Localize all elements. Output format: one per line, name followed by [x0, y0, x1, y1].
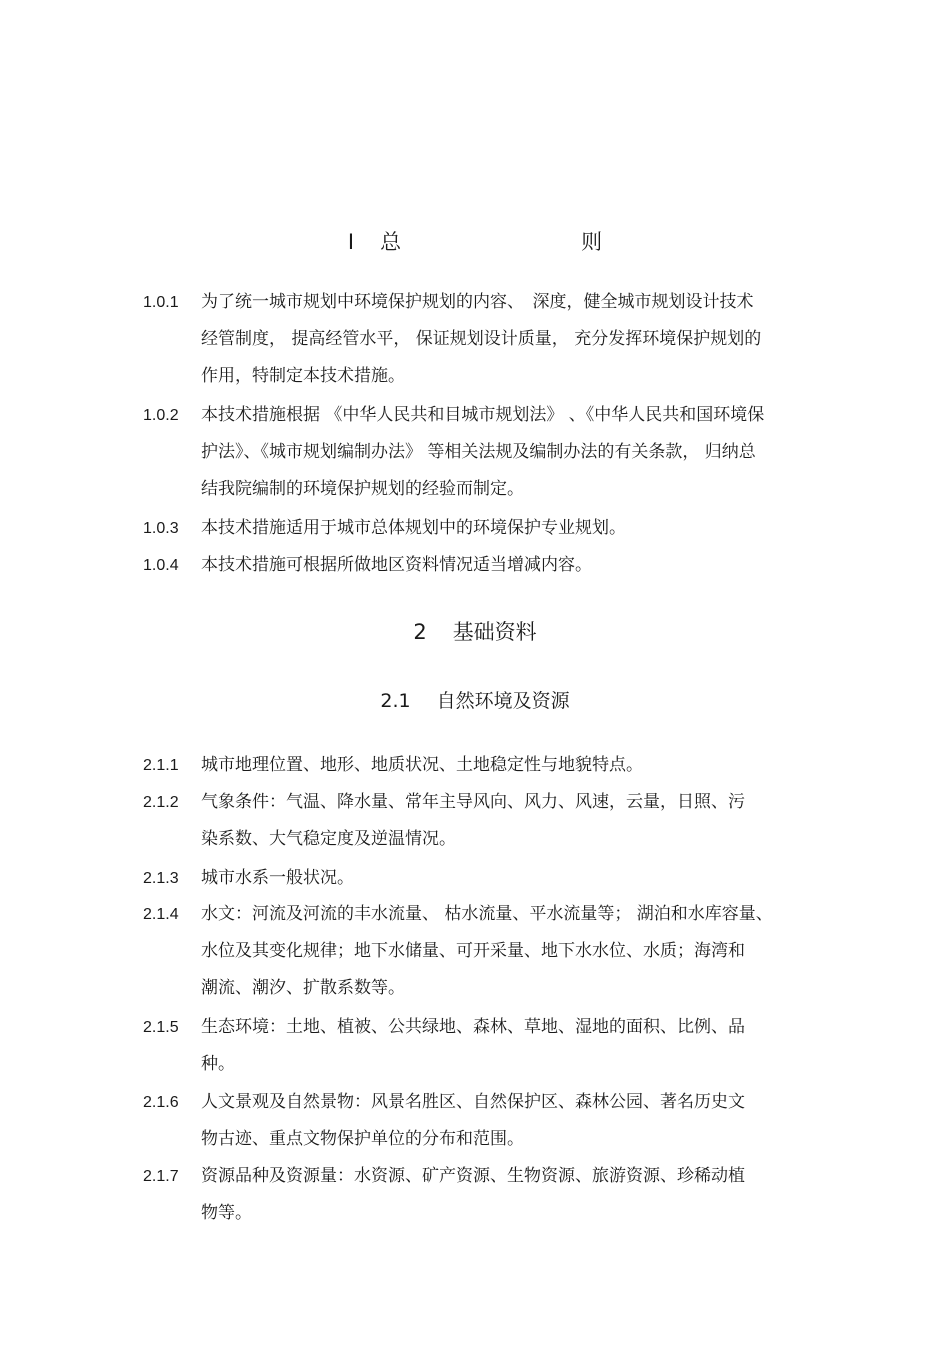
clause-text: 资源品种及资源量：水资源、矿产资源、生物资源、旅游资源、珍稀动植 物等。 [201, 1166, 745, 1223]
chapter-1-heading [0, 226, 950, 256]
clause-number: 1.0.2 [143, 407, 179, 424]
clause-2-1-7 [143, 1158, 813, 1232]
chapter-2-number: 2 [413, 620, 427, 644]
clause-2-1-6 [143, 1084, 813, 1158]
clause-number: 1.0.1 [143, 294, 179, 311]
clause-1-0-1 [143, 284, 813, 395]
clause-number: 2.1.4 [143, 906, 179, 923]
clause-text: 本技术措施适用于城市总体规划中的环境保护专业规划。 [201, 518, 626, 538]
clause-text: 城市水系一般状况。 [201, 868, 354, 888]
clause-text: 水文：河流及河流的丰水流量、 枯水流量、平水流量等； 湖泊和水库容量、 水位及其变化规律；地下水储量、可开采量、地下水水位、水质；海湾和 潮流、潮汐、扩散系数等。 [201, 904, 773, 998]
chapter-1-title: 总 则 [380, 230, 643, 254]
clause-number: 1.0.4 [143, 557, 179, 574]
chapter-2-title: 基础资料 [452, 620, 537, 644]
clause-2-1-2 [143, 784, 813, 858]
clause-number: 2.1.6 [143, 1094, 179, 1111]
clause-text: 人文景观及自然景物：风景名胜区、自然保护区、森林公园、著名历史文 物古迹、重点文物保护单位的分布和范围。 [201, 1092, 745, 1149]
clause-2-1-5 [143, 1009, 813, 1083]
clause-text: 城市地理位置、地形、地质状况、土地稳定性与地貌特点。 [201, 755, 643, 775]
clause-number: 2.1.3 [143, 870, 179, 887]
clause-1-0-2 [143, 397, 813, 508]
section-2-1-title: 自然环境及资源 [436, 690, 570, 712]
chapter-1-number: I [347, 230, 355, 254]
clause-1-0-4 [143, 547, 813, 584]
clause-text: 本技术措施可根据所做地区资料情况适当增减内容。 [201, 555, 592, 575]
clause-number: 2.1.1 [143, 757, 179, 774]
section-2-1-heading [0, 686, 950, 713]
clause-number: 2.1.5 [143, 1019, 179, 1036]
clause-number: 1.0.3 [143, 520, 179, 537]
clause-1-0-3 [143, 510, 813, 547]
clause-text: 本技术措施根据 《中华人民共和目城市规划法》 、《中华人民共和国环境保 护法》、《城市规划编制办法》 等相关法规及编制办法的有关条款， 归纳总 结我院编制的环境保护规划的经验而制定。 [201, 405, 765, 499]
clause-2-1-3 [143, 860, 813, 897]
clause-text: 气象条件：气温、降水量、常年主导风向、风力、风速，云量，日照、污 染系数、大气稳定度及逆温情况。 [201, 792, 745, 849]
clause-text: 生态环境：土地、植被、公共绿地、森林、草地、湿地的面积、比例、品 种。 [201, 1017, 745, 1074]
section-2-1-number: 2.1 [380, 690, 411, 712]
clause-2-1-4 [143, 896, 813, 1007]
clause-2-1-1 [143, 747, 813, 784]
clause-number: 2.1.2 [143, 794, 179, 811]
chapter-2-heading [0, 616, 950, 646]
clause-text: 为了统一城市规划中环境保护规划的内容、 深度，健全城市规划设计技术 经管制度， 提高经管水平， 保证规划设计质量， 充分发挥环境保护规划的 作用，特制定本技术措施。 [201, 292, 762, 386]
clause-number: 2.1.7 [143, 1168, 179, 1185]
